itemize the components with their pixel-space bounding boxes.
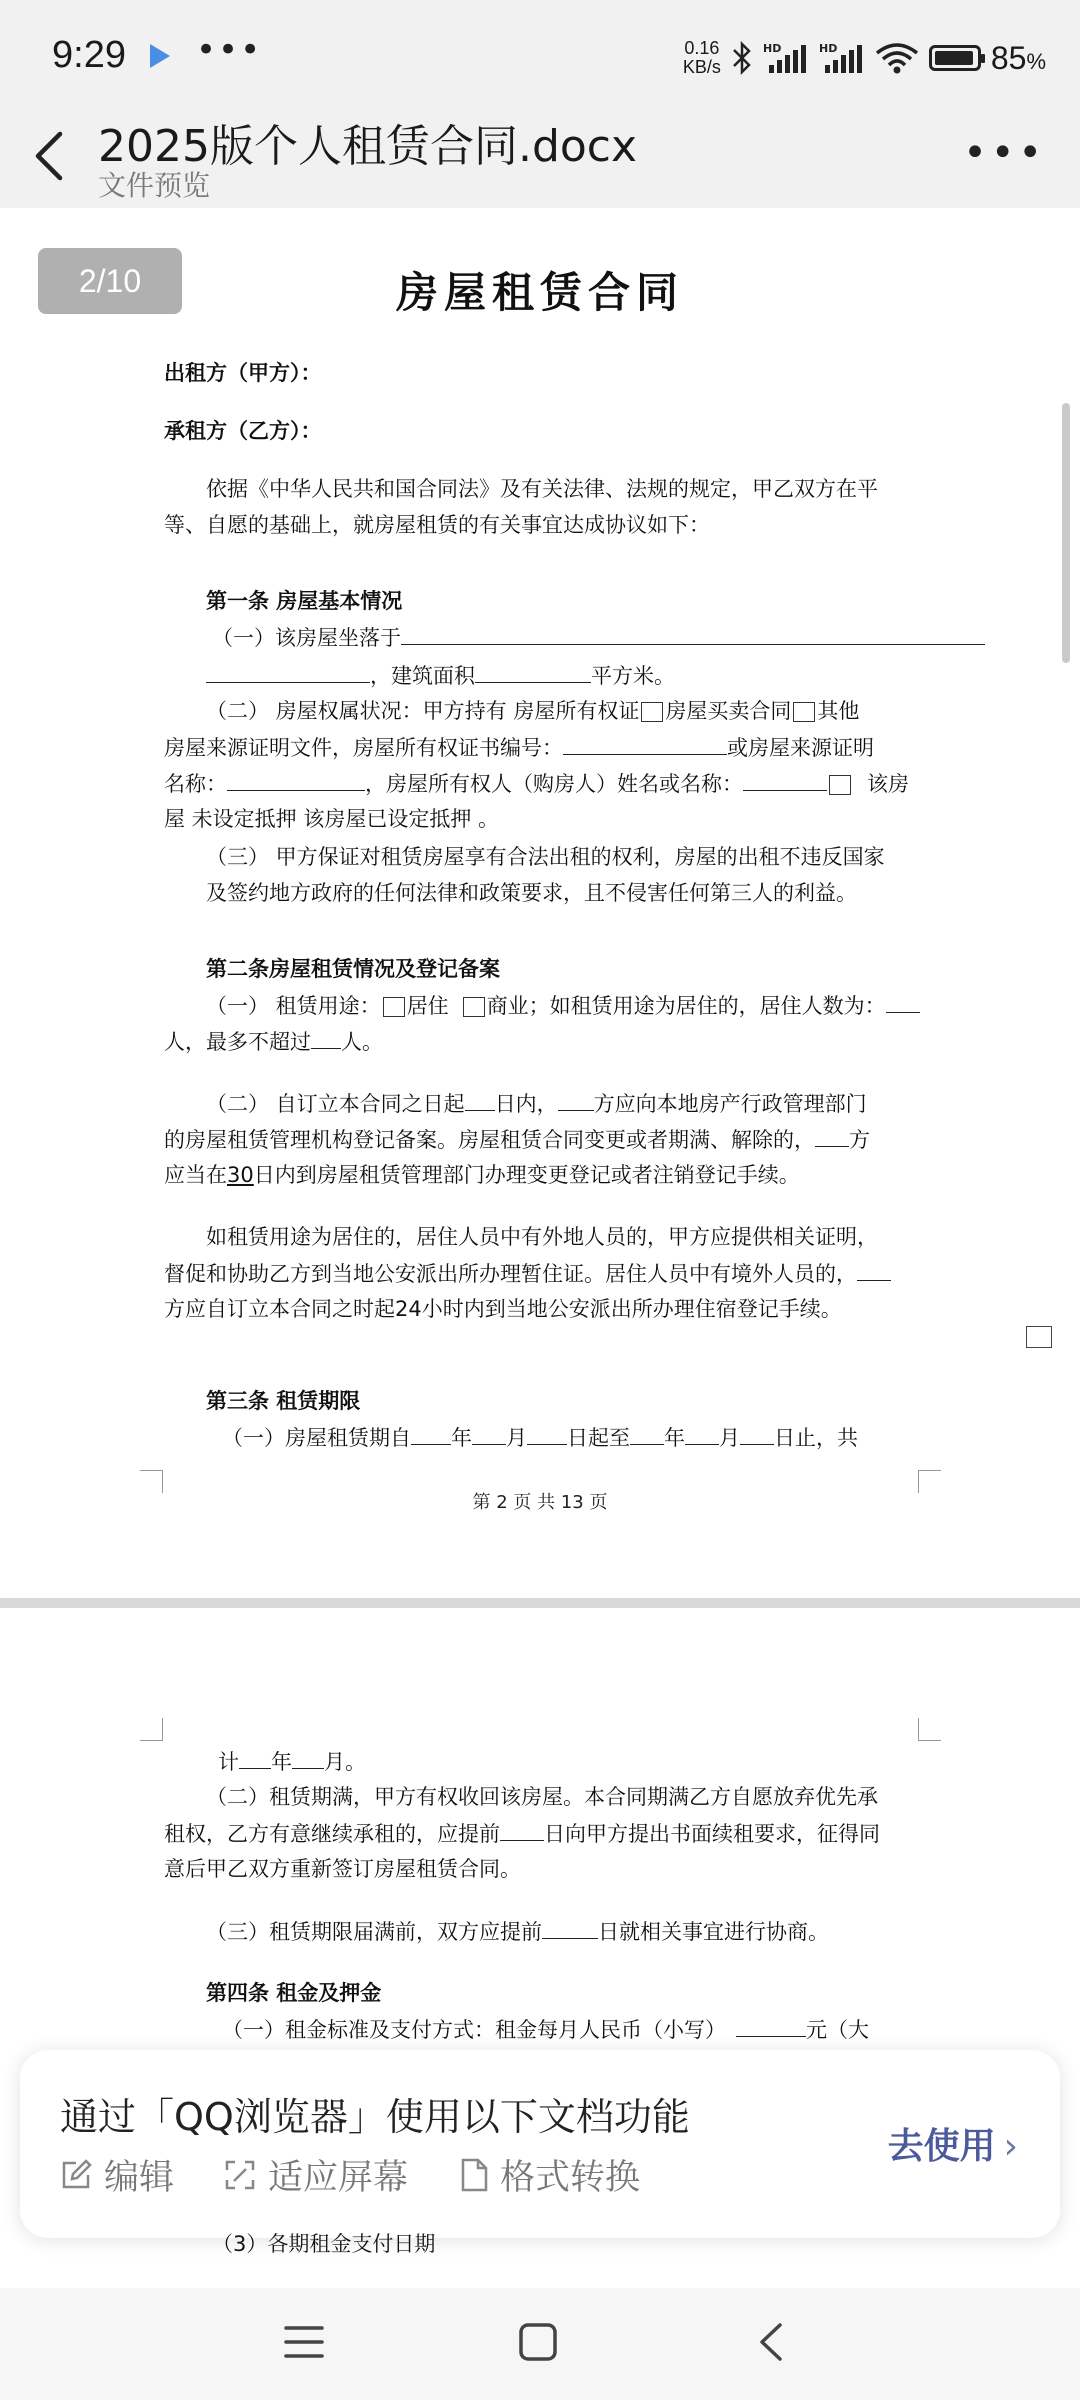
article-1-line-4 bbox=[164, 732, 874, 763]
page3-line-4: 意后甲乙双方重新签订房屋租赁合同。 bbox=[164, 1857, 521, 1881]
text: 平方米。 bbox=[591, 664, 675, 688]
blank-field bbox=[206, 660, 370, 683]
text: （一）租金标准及支付方式：租金每月人民币（小写） bbox=[222, 2018, 726, 2042]
article-2-line-5 bbox=[164, 1160, 800, 1190]
text: 年 bbox=[271, 1750, 292, 1774]
article-2-line-8: 方应自订立本合同之时起24小时内到当地公安派出所办理住宿登记手续。 bbox=[164, 1297, 842, 1321]
article-1-line-2 bbox=[206, 660, 675, 691]
feature-edit-label: 编辑 bbox=[104, 2158, 175, 2198]
network-speed bbox=[683, 39, 721, 77]
article-1-line-3 bbox=[206, 696, 859, 726]
article-2-line-6: 如租赁用途为居住的，居住人员中有外地人员的，甲方应提供相关证明， bbox=[206, 1225, 878, 1249]
blank-field bbox=[227, 768, 365, 791]
text: （二） 房屋权属状况：甲方持有 房屋所有权证 bbox=[206, 699, 640, 723]
battery-icon bbox=[929, 45, 981, 71]
article-1-line-6: 屋 未设定抵押 该房屋已设定抵押 。 bbox=[164, 807, 500, 831]
text: 月。 bbox=[324, 1750, 366, 1774]
intro-line-2: 等、自愿的基础上，就房屋租赁的有关事宜达成协议如下： bbox=[164, 513, 710, 537]
feature-format-convert bbox=[460, 2150, 640, 2200]
blank-field bbox=[815, 1124, 849, 1147]
bluetooth-icon bbox=[731, 41, 753, 75]
blank-field bbox=[857, 1258, 891, 1281]
text: 的房屋租赁管理机构登记备案。房屋租赁合同变更或者期满、解除的， bbox=[164, 1128, 815, 1152]
blank-field bbox=[465, 1088, 495, 1111]
wifi-icon bbox=[875, 41, 919, 75]
page-indicator: 2/10 bbox=[38, 248, 182, 314]
back-arrow-icon[interactable] bbox=[30, 128, 70, 184]
home-icon[interactable] bbox=[518, 2322, 558, 2362]
svg-text:HD: HD bbox=[818, 42, 838, 55]
network-speed-value: 0.16 bbox=[684, 38, 720, 58]
text: 日止，共 bbox=[774, 1426, 858, 1450]
edit-icon bbox=[60, 2159, 92, 2191]
text: 元（大 bbox=[806, 2018, 869, 2042]
checkbox[interactable] bbox=[463, 997, 485, 1017]
document-viewer[interactable] bbox=[0, 208, 1080, 2288]
text: （一）房屋租赁期自 bbox=[222, 1426, 411, 1450]
text: 商业；如租赁用途为居住的，居住人数为： bbox=[486, 994, 886, 1018]
text: 应当在 bbox=[164, 1163, 227, 1187]
checkbox[interactable] bbox=[1026, 1326, 1052, 1348]
back-nav-icon[interactable] bbox=[752, 2322, 792, 2362]
party-b-label: 承租方（乙方）： bbox=[164, 419, 322, 443]
blank-field bbox=[886, 990, 920, 1013]
checkbox[interactable] bbox=[829, 775, 851, 795]
article-4-title: 第四条 租金及押金 bbox=[206, 1981, 382, 2005]
page3-line-1 bbox=[218, 1746, 366, 1777]
status-icons bbox=[683, 28, 1046, 88]
text: （二） 自订立本合同之日起 bbox=[206, 1092, 465, 1116]
signal-hd-1-icon bbox=[763, 41, 809, 75]
article-1-line-5 bbox=[164, 768, 909, 799]
checkbox[interactable] bbox=[641, 702, 663, 722]
page-corner-mark bbox=[140, 1718, 163, 1741]
text: 人。 bbox=[341, 1030, 383, 1054]
app-header bbox=[0, 100, 1080, 210]
feature-edit bbox=[60, 2150, 174, 2200]
text: （一） 租赁用途： bbox=[206, 994, 381, 1018]
go-use-label: 去使用 bbox=[887, 2126, 996, 2167]
blank-field bbox=[311, 1026, 341, 1049]
go-use-button[interactable] bbox=[888, 2118, 1018, 2169]
blank-field bbox=[401, 622, 985, 645]
text: 房屋买卖合同 bbox=[665, 699, 792, 723]
status-bar bbox=[0, 0, 1080, 110]
battery-level-value: 85 bbox=[990, 39, 1027, 76]
battery-level bbox=[991, 40, 1046, 77]
text: ，房屋所有权人（购房人）姓名或名称： bbox=[365, 772, 743, 796]
text: 日内， bbox=[494, 1092, 558, 1116]
feature-fit-screen bbox=[224, 2150, 408, 2200]
text: 日起至 bbox=[567, 1426, 630, 1450]
text: 房屋来源证明文件，房屋所有权证书编号： bbox=[164, 736, 563, 760]
blank-field bbox=[685, 1422, 719, 1445]
status-time: 9:29 bbox=[52, 34, 126, 76]
blank-field bbox=[736, 2014, 806, 2037]
document-scrollbar[interactable] bbox=[1062, 403, 1070, 663]
article-3-title: 第三条 租赁期限 bbox=[206, 1389, 361, 1413]
banner-title: 通过「QQ浏览器」使用以下文档功能 bbox=[60, 2095, 690, 2139]
text: 或房屋来源证明 bbox=[727, 736, 874, 760]
system-navigation-bar bbox=[0, 2288, 1080, 2400]
signal-hd-2-icon bbox=[819, 41, 865, 75]
blank-field bbox=[563, 732, 727, 755]
text: 租权，乙方有意继续承租的，应提前 bbox=[164, 1822, 500, 1846]
article-2-line-1 bbox=[206, 990, 920, 1021]
article-2-line-3 bbox=[206, 1088, 867, 1119]
text: 督促和协助乙方到当地公安派出所办理暂住证。居住人员中有境外人员的， bbox=[164, 1262, 857, 1286]
document-filename: 2025版个人租赁合同.docx bbox=[98, 121, 638, 172]
document-icon bbox=[460, 2158, 488, 2192]
chevron-right-icon: › bbox=[1003, 2126, 1018, 2167]
feature-fit-label: 适应屏幕 bbox=[268, 2158, 409, 2198]
text: 日内到房屋租赁管理部门办理变更登记或者注销登记手续。 bbox=[253, 1163, 800, 1187]
blank-field bbox=[743, 768, 827, 791]
article-1-line-8: 及签约地方政府的任何法律和政策要求，且不侵害任何第三人的利益。 bbox=[206, 881, 857, 905]
text: （一）该房屋坐落于 bbox=[212, 626, 401, 650]
text: 其他 bbox=[817, 699, 860, 723]
party-a-label: 出租方（甲方）： bbox=[164, 361, 322, 385]
blank-field bbox=[500, 1818, 544, 1841]
checkbox[interactable] bbox=[383, 997, 405, 1017]
network-speed-unit: KB/s bbox=[682, 57, 721, 77]
text: 日就相关事宜进行协商。 bbox=[598, 1920, 829, 1944]
article-1-line-1 bbox=[212, 622, 985, 653]
text: 年 bbox=[451, 1426, 472, 1450]
text: 方 bbox=[849, 1128, 870, 1152]
play-store-icon bbox=[150, 44, 170, 68]
blank-field bbox=[475, 660, 591, 683]
page-corner-mark bbox=[918, 1718, 941, 1741]
article-2-title: 第二条房屋租赁情况及登记备案 bbox=[206, 957, 500, 981]
contract-title: 房屋租赁合同 bbox=[395, 268, 684, 317]
page3-line-2: （二）租赁期满，甲方有权收回该房屋。本合同期满乙方自愿放弃优先承 bbox=[206, 1785, 878, 1809]
blank-field bbox=[558, 1088, 594, 1111]
svg-text:HD: HD bbox=[762, 42, 782, 55]
text: 该房 bbox=[867, 772, 909, 796]
more-notifications-icon: ••• bbox=[196, 30, 263, 70]
article-3-line-1 bbox=[222, 1422, 858, 1453]
page3-line-5 bbox=[206, 1916, 829, 1947]
blank-field bbox=[411, 1422, 451, 1445]
blank-field bbox=[630, 1422, 664, 1445]
blank-field bbox=[292, 1746, 324, 1769]
page3-line-3 bbox=[164, 1818, 880, 1849]
article-2-line-4 bbox=[164, 1124, 870, 1155]
qq-browser-promo-banner[interactable] bbox=[20, 2050, 1060, 2238]
article-2-line-7 bbox=[164, 1258, 891, 1289]
article-1-line-7: （三） 甲方保证对租赁房屋享有合法出租的权利，房屋的出租不违反国家 bbox=[206, 845, 885, 869]
text: 月 bbox=[506, 1426, 527, 1450]
menu-icon[interactable] bbox=[284, 2322, 324, 2362]
text: 日向甲方提出书面续租要求，征得同 bbox=[544, 1822, 880, 1846]
battery-level-unit: % bbox=[1026, 48, 1046, 74]
text: 30 bbox=[227, 1163, 254, 1187]
blank-field bbox=[239, 1746, 271, 1769]
page-separator bbox=[0, 1598, 1080, 1608]
text: （三）租赁期限届满前，双方应提前 bbox=[206, 1920, 542, 1944]
article-4-line-1 bbox=[222, 2014, 869, 2045]
blank-field bbox=[527, 1422, 567, 1445]
checkbox[interactable] bbox=[793, 702, 815, 722]
document-preview-label: 文件预览 bbox=[98, 169, 211, 202]
blank-field bbox=[542, 1916, 598, 1939]
intro-line-1: 依据《中华人民共和国合同法》及有关法律、法规的规定，甲乙双方在平 bbox=[206, 477, 878, 501]
text: 方应向本地房产行政管理部门 bbox=[593, 1092, 867, 1116]
article-2-line-2 bbox=[164, 1026, 383, 1057]
page-footer: 第 2 页 共 13 页 bbox=[472, 1492, 608, 1513]
partial-doc-line: （3）各期租金支付日期 bbox=[212, 2232, 436, 2256]
text: 年 bbox=[664, 1426, 685, 1450]
text: 计 bbox=[218, 1750, 239, 1774]
more-options-icon[interactable]: ••• bbox=[963, 130, 1046, 176]
blank-field bbox=[472, 1422, 506, 1445]
text: 月 bbox=[719, 1426, 740, 1450]
text: 名称： bbox=[164, 772, 227, 796]
fit-screen-icon bbox=[224, 2159, 256, 2191]
article-1-title: 第一条 房屋基本情况 bbox=[206, 589, 403, 613]
feature-convert-label: 格式转换 bbox=[500, 2158, 641, 2198]
text: ，建筑面积 bbox=[370, 664, 475, 688]
blank-field bbox=[740, 1422, 774, 1445]
text: 居住 bbox=[406, 994, 449, 1018]
text: 人，最多不超过 bbox=[164, 1030, 311, 1054]
